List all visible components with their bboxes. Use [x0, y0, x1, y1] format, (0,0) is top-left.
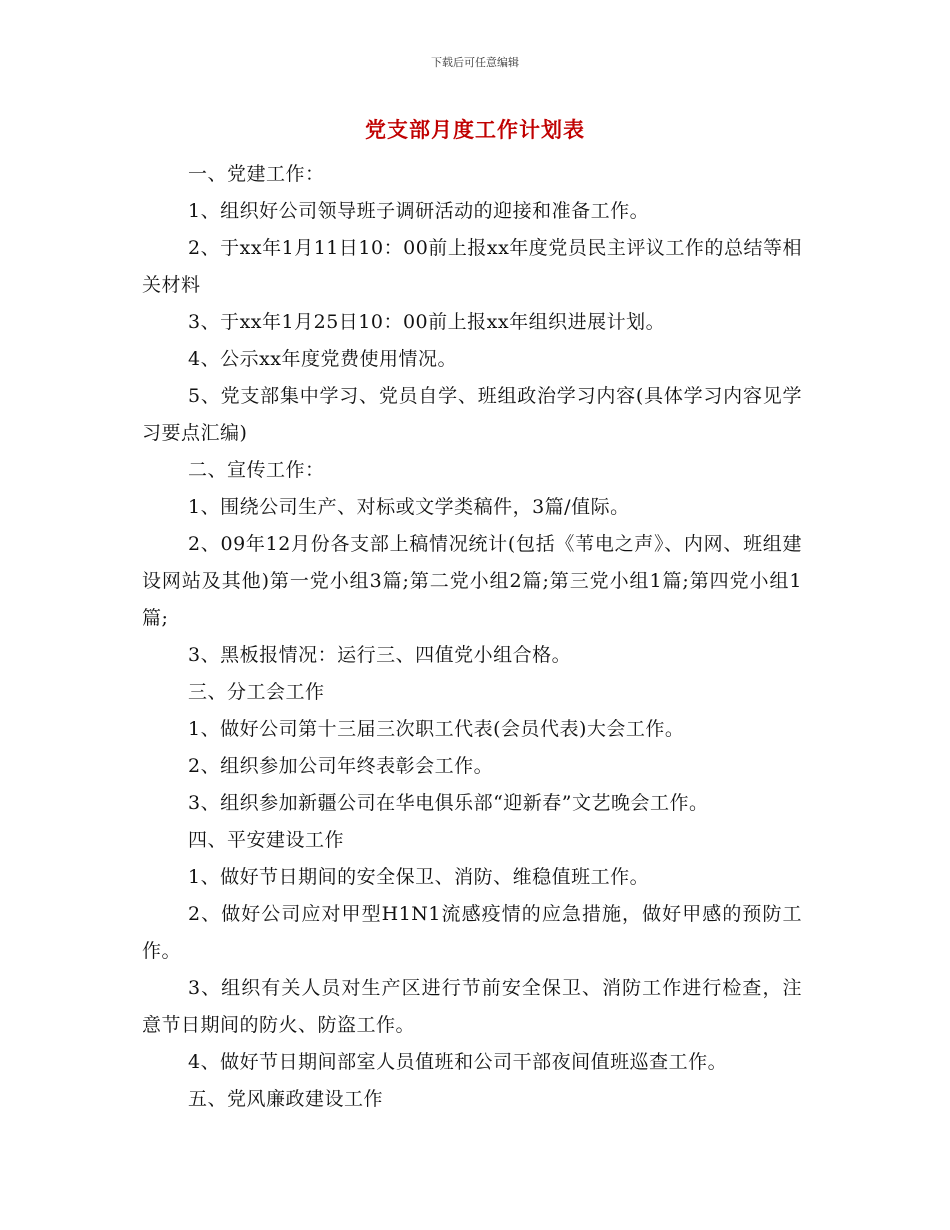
paragraph: 5、党支部集中学习、党员自学、班组政治学习内容(具体学习内容见学习要点汇编): [142, 385, 802, 444]
document-body: [142, 156, 802, 1118]
paragraph: 2、于xx年1月11日10：00前上报xx年度党员民主评议工作的总结等相关材料: [142, 237, 802, 296]
paragraph: 1、做好公司第十三届三次职工代表(会员代表)大会工作。: [188, 718, 685, 740]
paragraph: 五、党风廉政建设工作: [188, 1088, 384, 1110]
document-title: 党支部月度工作计划表: [365, 117, 585, 142]
paragraph: 3、黑板报情况：运行三、四值党小组合格。: [188, 644, 572, 666]
paragraph: 四、平安建设工作: [188, 829, 345, 851]
paragraph: 4、公示xx年度党费使用情况。: [188, 348, 458, 370]
paragraph: 2、09年12月份各支部上稿情况统计(包括《苇电之声》、内网、班组建设网站及其他)第一党小组3篇;第二党小组2篇;第三党小组1篇;第四党小组1篇;: [142, 533, 802, 629]
paragraph: 1、围绕公司生产、对标或文学类稿件，3篇/值际。: [188, 496, 630, 518]
paragraph: 3、组织参加新疆公司在华电俱乐部“迎新春”文艺晚会工作。: [188, 792, 709, 814]
paragraph: 3、组织有关人员对生产区进行节前安全保卫、消防工作进行检查，注意节日期间的防火、防盗工作。: [142, 977, 802, 1036]
header-note: 下载后可任意编辑: [431, 56, 519, 69]
paragraph: 2、做好公司应对甲型H1N1流感疫情的应急措施，做好甲感的预防工作。: [142, 903, 802, 962]
paragraph: 一、党建工作：: [188, 163, 325, 185]
paragraph: 4、做好节日期间部室人员值班和公司干部夜间值班巡查工作。: [188, 1051, 728, 1073]
paragraph: 二、宣传工作：: [188, 459, 325, 481]
paragraph: 2、组织参加公司年终表彰会工作。: [188, 755, 494, 777]
paragraph: 1、组织好公司领导班子调研活动的迎接和准备工作。: [188, 200, 650, 222]
paragraph: 3、于xx年1月25日10：00前上报xx年组织进展计划。: [188, 311, 666, 333]
paragraph: 三、分工会工作: [188, 681, 325, 703]
paragraph: 1、做好节日期间的安全保卫、消防、维稳值班工作。: [188, 866, 650, 888]
